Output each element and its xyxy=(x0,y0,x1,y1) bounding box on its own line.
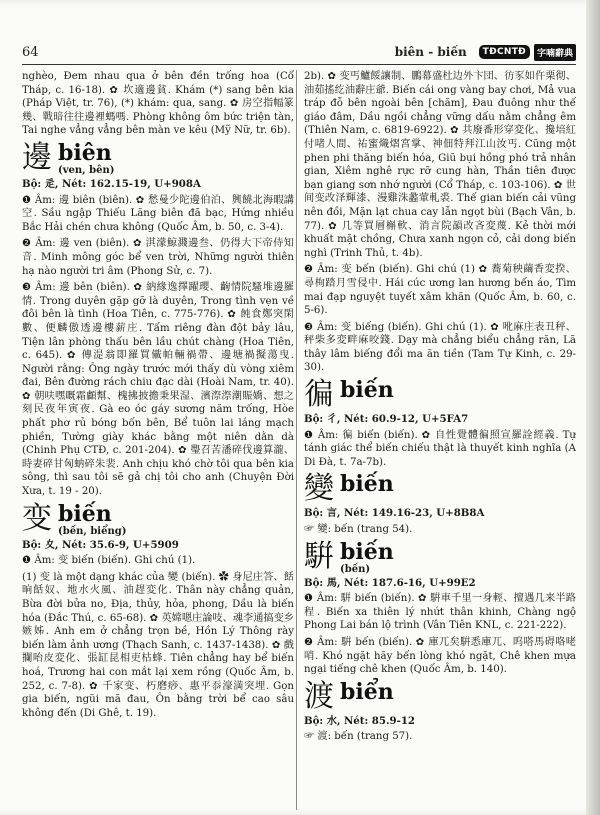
entry-head xyxy=(304,680,576,714)
continued-paragraph: nghèo, Đem nhau qua ở bên đền trống hoa (Cổ Tháp, c. 16-18). ✿ 坎適邊貧. Khám (*) sang bên kia (Pháp Việt, tr. 76), (*) khám: qua, sang. ✿ 房空指幅篆幾、戰暗往往邊裡螞嗎. Phòng không ôm bức triện tàn, Tai nghe vẳng vẳng bên màn ve kêu (Mỹ Nữ, tr. 6b). xyxy=(22,71,294,137)
entry-headword: biến xyxy=(340,471,394,498)
entry-bien-6E21 xyxy=(304,680,576,744)
headword-block xyxy=(340,472,394,496)
entry-bien-99E2 xyxy=(304,540,576,677)
right-column xyxy=(304,70,576,815)
entry-radical-info: Bộ: 馬, Nét: 187.6-16, U+99E2 xyxy=(304,576,476,589)
entry-sense: ❷ Âm: 邊 ven (biên). ✿ 淇濛鯨濺邊叁、仍得大下帝侍知音. Minh mông góc bể ven trời, Những người thiên hạ nào người tri âm (Phong Sử, c. 7). xyxy=(22,238,294,277)
continued-paragraph: 2b). ✿ 变丐鱸餒讓制、鵬幕盛杜边外卞団、彷豕如仵栗彻、油茹搖纥油辭庄爺. Biến cái ong vàng bay chơi, Mả vua tráp đỗ bên ngoài bên [chăm], Đau đuông như thế giáo đâm, Dầu ngồi chẳng vững dấu nằm chẳng êm (Thiên Nam, c. 6819-6922). ✿ 共廢番形穿変化、攙培紅付啫人間、祐蜜熾熠宮掌、神佃特拜江山汝丐. Cũng một phen phi thăng biến hóa, Giũ bụi hồng phó trả nhân gian, Xiêm nghê rực rỡ cung hàn, Thần tiên được bạn giang sơn nhớ người (Cổ Tháp, c. 103-106). ✿ 世间变改泽輝漆、漫雞洙蠡葷軋裘. Thế gian biến cải vũng nên đồi, Mặn lạt chua cay lẫn ngọt bùi (Bạch Vân, b. 77). ✿ 几等買層槲軟、消言院韻改吝変蔑. Kẻ thời mới khuất mặt chồng, Chưa xanh ngọn cỏ, cải dong biến nghì (Trinh Thủ, t. 4b). xyxy=(304,71,576,259)
headword-block xyxy=(340,378,394,402)
entry-radical-info: Bộ: 彳, Nét: 60.9-12, U+5FA7 xyxy=(304,413,469,426)
entry-head xyxy=(304,540,576,576)
entry-bien-5FA7 xyxy=(304,378,576,469)
entry-hanzi: 变 xyxy=(22,500,52,536)
entry-headword: biên xyxy=(58,139,112,166)
entry-bien xyxy=(22,141,294,499)
entry-radical-info: Bộ: 辵, Nét: 162.15-19, U+908A xyxy=(22,177,201,190)
entry-headword: biến xyxy=(58,500,112,527)
entry-cross-reference: ☞ 渡: bến (trang 57). xyxy=(304,731,413,743)
entry-sense: ❶ Âm: 騈 biến (biến). ✿ 騈車千里一身輕、擅遇几来半路程. Biến xa thiên lý nhứt thân khinh, Chàng ngộ Phong Lai bán lộ trình (Vân Tiên KNL, c. 221-222). xyxy=(304,593,576,632)
entry-sense: ❸ Âm: 变 biếng (biến). Ghi chú (1). ✿ 吪麻庄表丑秤、秤柴多変畔麻咬錢. Dạy mà chẳng biểu chẳng răn, Lã thây lâm biếng đổi ma ăn tiền (Tam Tự Kinh, c. 29-30). xyxy=(304,321,576,374)
entry-variants: (bến) xyxy=(340,563,371,575)
entry-hanzi: 變 xyxy=(304,471,334,507)
entry-head xyxy=(22,141,294,177)
entry-sense: ❶ Âm: 变 biến (biến). Ghi chú (1). xyxy=(22,555,196,567)
entry-bien-8B8A xyxy=(304,472,576,536)
entry-hanzi: 騈 xyxy=(304,538,334,574)
entry-hanzi: 徧 xyxy=(304,377,334,413)
entry-sense: ❶ Âm: 徧 biến (biến). ✿ 自性覺體徧照宣羅詮經義. Tự tánh giác thể biến chiếu thật là thuyết kinh nghĩa (A Di Đà, t. 7a-7b). xyxy=(304,429,576,468)
entry-sense: ❷ Âm: 騈 bến (biến). ✿ 庫兀矣騈悉庫兀、呜嗒馬碍咯咾哨. Khó ngặt hãy bến lòng khó ngặt, Chê khen mựa ngại tiếng chê khen (Quốc Âm, b. 140). xyxy=(304,637,576,676)
entry-head xyxy=(22,502,294,538)
entry-head xyxy=(304,378,576,412)
entry-headword: biến xyxy=(340,377,394,404)
entry-radical-info: Bộ: 夊, Nét: 35.6-9, U+5909 xyxy=(22,538,179,551)
entry-headword: biến xyxy=(340,538,394,565)
entry-sense: ❸ Âm: 邊 bên (biên). ✿ 納緣逸擇躍瓔、齣情院騷堆邊羅情. Trong duyên gặp gỡ là duyên, Trong tình vẹn về đôi bên là tình (Hoa Tiên, c. 775-776). ✿ 飩食鄭突閑數、便麟傲透邊樓薪庄. Tấm riêng đàn đột bảy lâu, Tiện lân phòng thấu bên lầu chút chàng (Hoa Tiên, c. 645). ✿ 傳湜翁即羅買儎帕輛禍帶、邊塘禍擬蕩曳. Người rằng: Ông ngày trước mới thấy dù vòng xiêm đai, Bên đường rách chiu đạc dài (Hoài Nam, tr. 40). ✿ 朝呋嘿嘅霜顱幫、槐拂披擔秉果湿、濱漈漈潮賑嬌、想之刻民夜年寅夜. Gà eo óc gáy sương năm trống, Hòe phất phơ rủ bóng bốn bên, Bể tuôn lai láng mạch phiền, Tường giày khác bằng một niên dằn dà (Chinh Phụ CTĐ, c. 201-204). ✿ 璺召苦潘碎伐邊算瀧、時妻碎甘匈蚋碎朱裴. Anh chịu khó chờ tôi qua bên kia sông, thì sau tôi sẽ gả chị tôi cho anh (Chuyện Đời Xưa, t. 19 - 20). xyxy=(22,282,294,498)
entry-note: (1) 变 là một dạng khác của 變 (biến). ✿ 身尼庄答、餂晌餂奴、地水火風、油趕変化. Thân này chẳng quản, Bừa đời bửa no, Địa, thủy, hỏa, phong, Dầu là biến hóa (Đắc Thú, c. 65-68). ✿ 英嫦嗯庄論吱、魂李通搞变乡嫉姊. Anh em ở chẳng trọn bề, Hồn Lý Thông rày biến làm ảnh ương (Thạch Sanh, c. 1437-1438). ✿ 戲攔咍皮変化、張缸昆相吏枯蜂. Tiên chẳng hay bể biến hoá, Trương hai con mắt lại xem rồng (Quốc Âm, b. 252, c. 7-8). ✿ 千家变、朽磨痧、惠平忝濠満突埋. Gọn gia biến, ngũi mã đau, Ôn bằng trời bể cao sâu không đến (Di Ghê, t. 19). xyxy=(22,571,294,719)
page-number: 64 xyxy=(22,44,39,60)
headword-block xyxy=(340,680,394,704)
entry-radical-info: Bộ: 言, Nét: 149.16-23, U+8B8A xyxy=(304,507,485,520)
page-spine-shadow xyxy=(586,0,600,815)
dictionary-hanzi-badge: 字喃辭典 xyxy=(534,44,576,61)
headword-block xyxy=(340,540,394,576)
entry-hanzi: 邊 xyxy=(22,139,52,175)
entry-bien-variant xyxy=(22,502,294,721)
entry-variants: (ven, bên) xyxy=(58,164,115,176)
headword-block xyxy=(58,141,115,177)
entry-head xyxy=(304,472,576,506)
entry-hanzi: 渡 xyxy=(304,678,334,714)
header-rule xyxy=(22,64,576,65)
entry-cross-reference: ☞ 變: bến (trang 54). xyxy=(304,524,413,536)
headword-block xyxy=(58,502,126,538)
entry-sense: ❷ Âm: 变 bến (biến). Ghi chú (1) ✿ 蕎菊秧繭香変揆、尋栒踏月雪侵中. Hái cúc ương lan hương bến áo, Tìm mai đạp nguyệt tuyết xâm khăn (Quốc Âm, b. 60, c. 5-6). xyxy=(304,264,576,317)
column-divider xyxy=(296,70,297,810)
dictionary-logo-badge: TĐCNTĐ xyxy=(479,45,530,59)
entry-radical-info: Bộ: 水, Nét: 85.9-12 xyxy=(304,714,416,727)
left-column xyxy=(22,70,294,815)
entry-variants: (bến, biểng) xyxy=(58,525,127,537)
entry-sense: ❶ Âm: 邊 biên (biên). ✿ 愁曼少陀邊伯泊、興饒北海暇講空. Sầu ngập Thiếu Lăng biên đã bạc, Hứng nhiều Bắc Hải chén chưa không (Quốc Âm, b. 50, c. 3-4). xyxy=(22,194,294,233)
running-head: biên - biến xyxy=(394,45,467,59)
page-header xyxy=(22,41,576,63)
entry-headword: biển xyxy=(340,678,394,705)
